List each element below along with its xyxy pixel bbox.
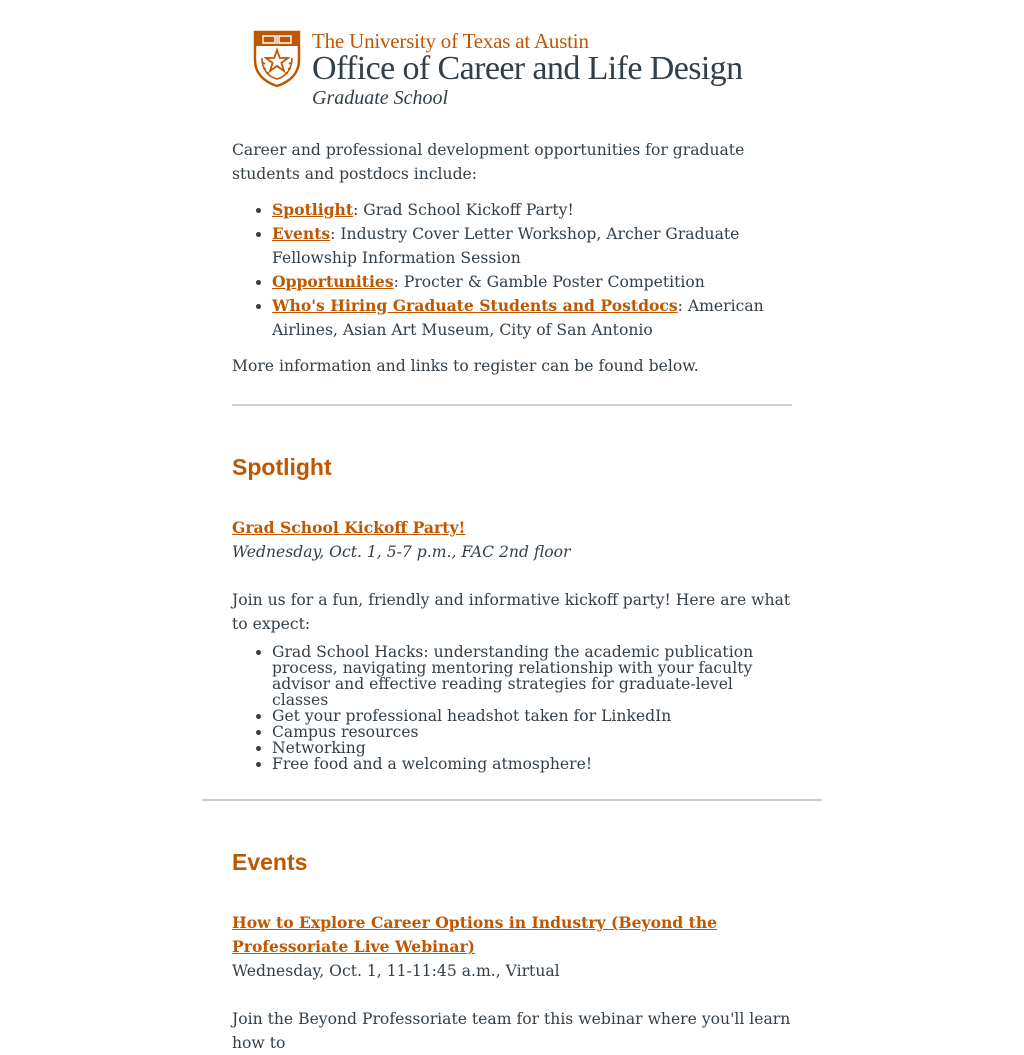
divider	[232, 404, 792, 406]
intro-list	[232, 198, 794, 342]
events-link[interactable]: Events	[272, 224, 331, 243]
kickoff-party-link[interactable]: Grad School Kickoff Party!	[232, 518, 466, 537]
list-item-text: : Industry Cover Letter Workshop, Archer Graduate Fellowship Information Session	[272, 225, 740, 267]
header-logo[interactable]	[253, 28, 773, 112]
list-item: • Get your professional headshot taken for LinkedIn	[272, 708, 794, 724]
whos-hiring-link[interactable]: Who's Hiring Graduate Students and Postdocs	[272, 296, 678, 315]
event-date: Wednesday, Oct. 1, 5-7 p.m., FAC 2nd floor	[232, 543, 571, 561]
list-item: • Free food and a welcoming atmosphere!	[272, 756, 794, 772]
event-date: Wednesday, Oct. 1, 11-11:45 a.m., Virtual	[232, 962, 560, 980]
list-item: • Grad School Hacks: understanding the academic publication process, navigating mentoring relationship with your faculty advisor and effective reading strategies for graduate-level classes	[272, 644, 794, 708]
intro-section	[232, 138, 794, 378]
ut-seal-icon	[253, 30, 301, 88]
webinar-link[interactable]: How to Explore Career Options in Industry (Beyond the Professoriate Live Webinar)	[232, 913, 718, 956]
event-description: Join the Beyond Professoriate team for this webinar where you'll learn how to	[232, 1010, 791, 1052]
spotlight-heading: Spotlight	[232, 454, 332, 480]
list-item	[272, 294, 794, 342]
events-section	[232, 911, 794, 1055]
list-item	[272, 270, 794, 294]
university-name: The University of Texas at Austin	[312, 29, 589, 53]
list-item-text: : American Airlines, Asian Art Museum, City of San Antonio	[272, 297, 764, 339]
list-item-text: : Grad School Kickoff Party!	[353, 201, 574, 219]
opportunities-link[interactable]: Opportunities	[272, 272, 394, 291]
events-heading: Events	[232, 849, 308, 875]
spotlight-link[interactable]: Spotlight	[272, 200, 354, 219]
list-item	[272, 222, 794, 270]
expect-list	[232, 644, 794, 772]
list-item: • Campus resources	[272, 724, 794, 740]
intro-closing: More information and links to register can be found below.	[232, 357, 699, 375]
office-name: Office of Career and Life Design	[312, 50, 743, 87]
intro-lead: Career and professional development opportunities for graduate students and postdocs include:	[232, 141, 745, 183]
event-description: Join us for a fun, friendly and informative kickoff party! Here are what to expect:	[232, 591, 791, 633]
school-name: Graduate School	[312, 87, 449, 109]
divider	[202, 799, 822, 801]
list-item: • Networking	[272, 740, 794, 756]
list-item-text: : Procter & Gamble Poster Competition	[393, 273, 705, 291]
list-item	[272, 198, 794, 222]
spotlight-section	[232, 516, 794, 772]
